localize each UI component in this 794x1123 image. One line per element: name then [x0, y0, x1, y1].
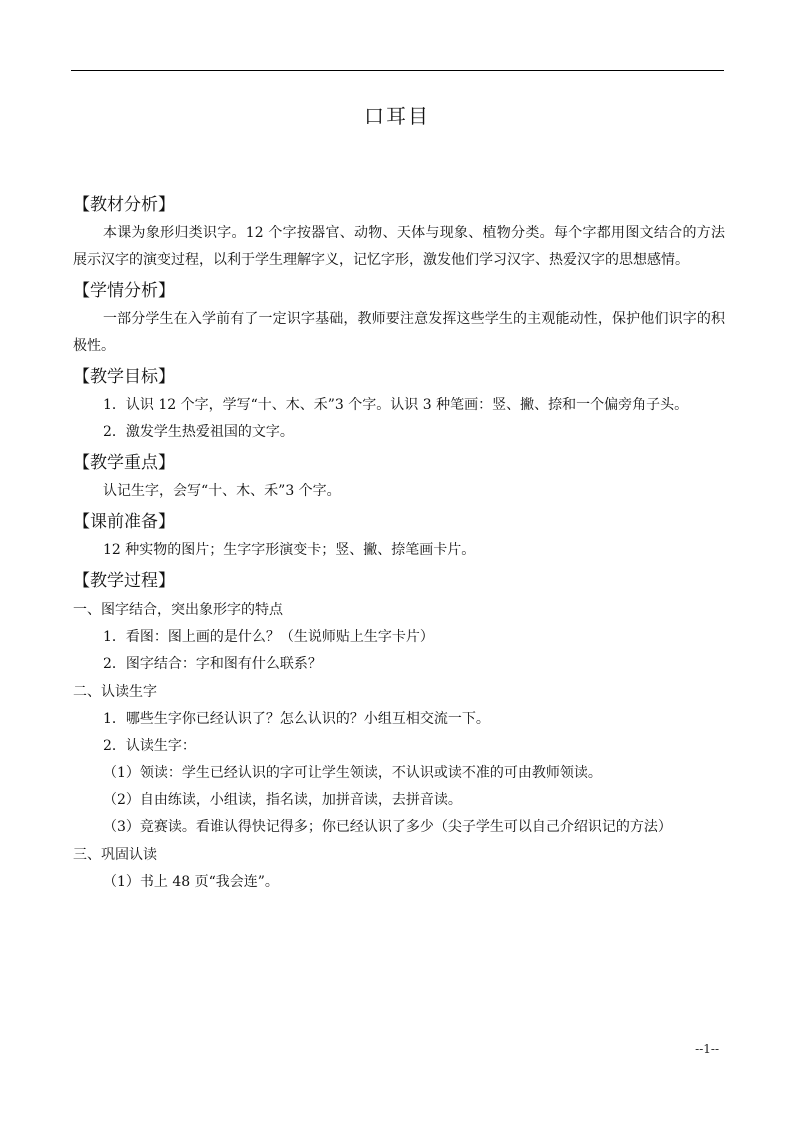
- paragraph-preparation: 12 种实物的图片；生字字形演变卡；竖、撇、捺笔画卡片。: [103, 542, 476, 558]
- step-1-item-2: 2．图字结合：字和图有什么联系？: [103, 656, 322, 672]
- heading-key-points: 【教学重点】: [73, 453, 175, 473]
- step-2-title: 二、认读生字: [73, 684, 157, 700]
- step-1-item-1: 1．看图：图上画的是什么？（生说师贴上生字卡片）: [103, 629, 434, 645]
- heading-process: 【教学过程】: [73, 571, 175, 591]
- document-body: [73, 188, 725, 896]
- step-2-item-1: 1．哪些生字你已经认识了？怎么认识的？小组互相交流一下。: [103, 711, 490, 727]
- step-1-title: 一、图字结合，突出象形字的特点: [73, 602, 283, 618]
- heading-preparation: 【课前准备】: [73, 512, 175, 532]
- page-number: --1--: [695, 1042, 719, 1056]
- goal-item-2: 2．激发学生热爱祖国的文字。: [103, 424, 294, 440]
- paragraph-key-points: 认记生字，会写“十、木、禾”3 个字。: [103, 483, 341, 499]
- step-3-title: 三、巩固认读: [73, 847, 157, 863]
- heading-students: 【学情分析】: [73, 281, 175, 301]
- step-2-item-5: （3）竞赛读。看谁认得快记得多；你已经认识了多少（尖子学生可以自己介绍识记的方法）: [103, 819, 672, 835]
- paragraph-students: 一部分学生在入学前有了一定识字基础，教师要注意发挥这些学生的主观能动性，保护他们识字的积极性。: [73, 311, 725, 354]
- goal-item-1: 1．认识 12 个字，学写“十、木、禾”3 个字。认识 3 种笔画：竖、撇、捺和一个偏旁角子头。: [103, 397, 689, 413]
- heading-analysis: 【教材分析】: [73, 195, 175, 215]
- paragraph-analysis: 本课为象形归类识字。12 个字按器官、动物、天体与现象、植物分类。每个字都用图文结合的方法展示汉字的演变过程，以利于学生理解字义，记忆字形，激发他们学习汉字、热爱汉字的思想感情。: [73, 225, 725, 268]
- step-2-item-2: 2．认读生字：: [103, 738, 196, 754]
- step-2-item-4: （2）自由练读，小组读，指名读，加拼音读，去拼音读。: [103, 792, 462, 808]
- header-rule: [71, 70, 724, 71]
- step-2-item-3: （1）领读：学生已经认识的字可让学生领读，不认识或读不准的可由教师领读。: [103, 765, 602, 781]
- heading-goals: 【教学目标】: [73, 367, 175, 387]
- step-3-item-1: （1）书上 48 页“我会连”。: [103, 874, 279, 890]
- document-title: 口耳目: [364, 104, 430, 128]
